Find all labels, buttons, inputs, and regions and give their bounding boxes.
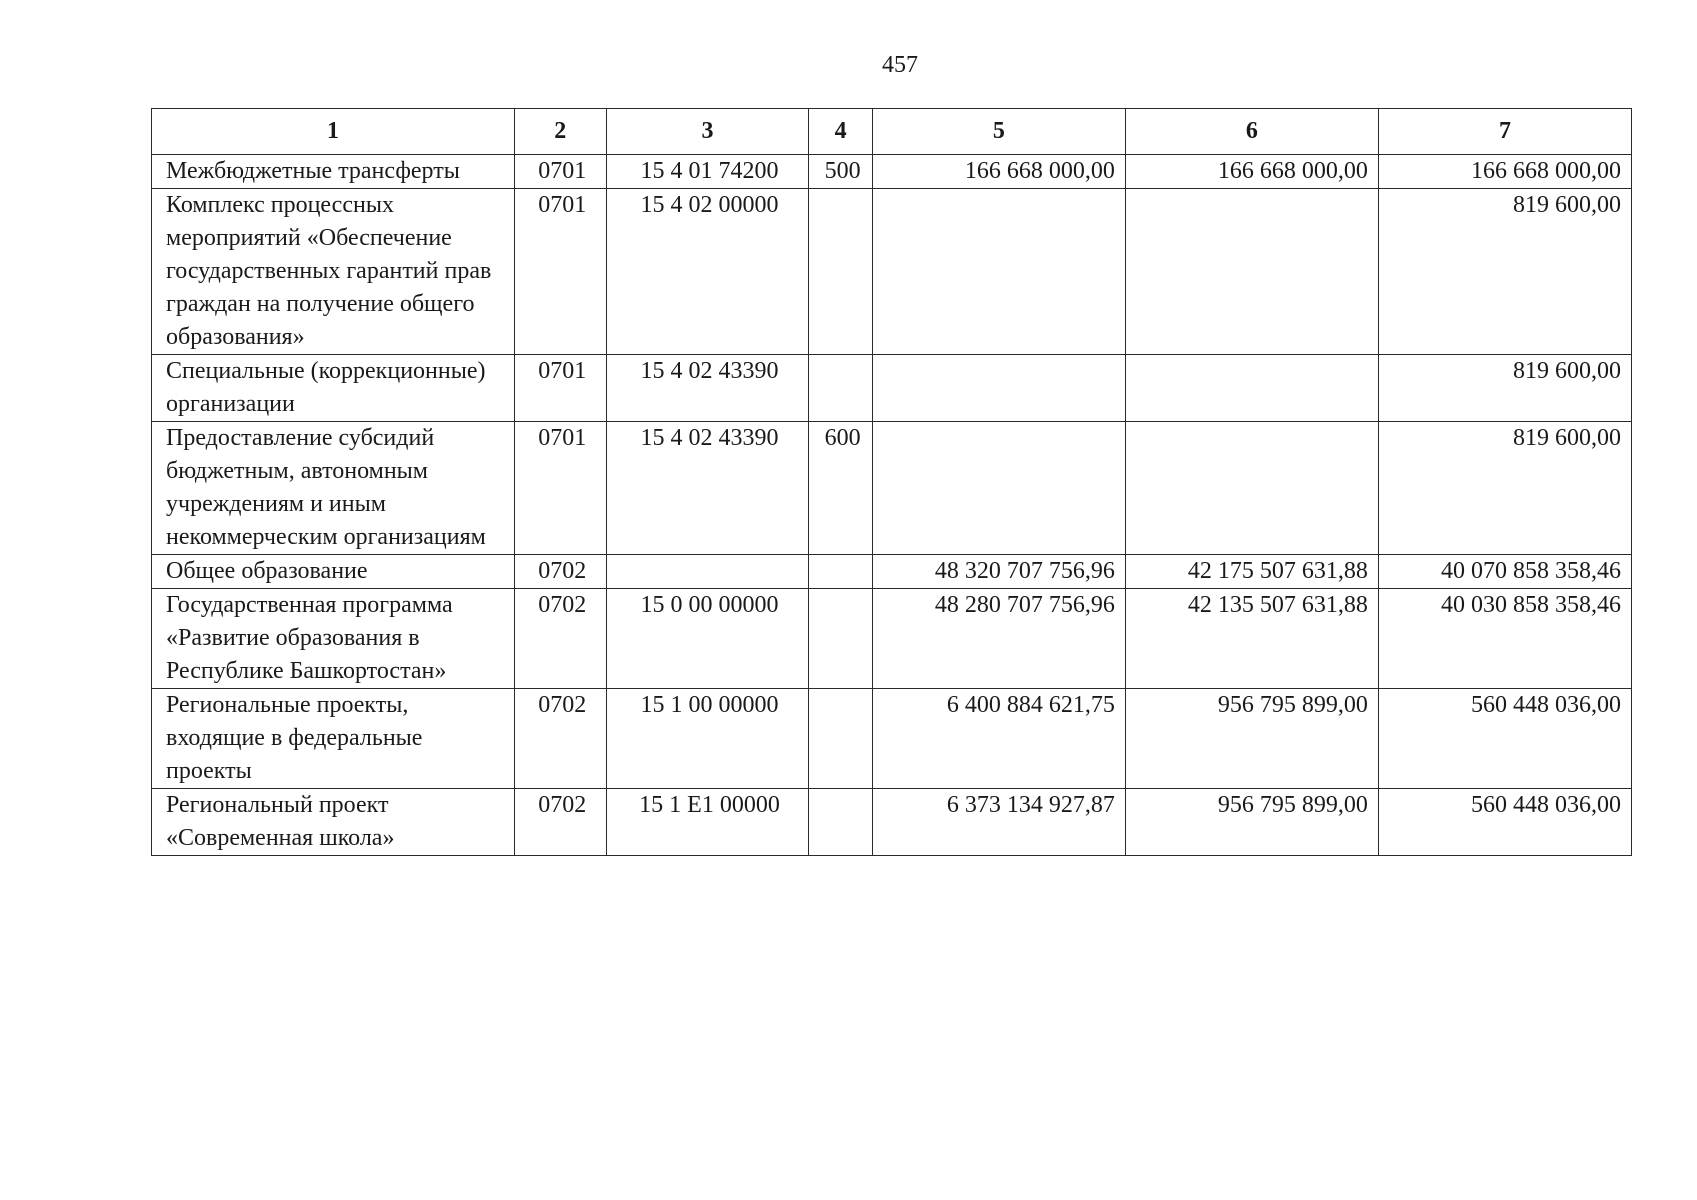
budget-table: [151, 108, 1632, 856]
row-type: [809, 789, 873, 856]
column-header-2: 2: [514, 109, 606, 155]
row-value-5: 48 320 707 756,96: [872, 555, 1125, 589]
row-value-6: 956 795 899,00: [1125, 789, 1378, 856]
row-name: Предоставление субсидий бюджетным, автономным учреждениям и иным некоммерческим организациям: [152, 422, 515, 555]
row-type: [809, 589, 873, 689]
column-header-7: 7: [1378, 109, 1631, 155]
row-value-7: 166 668 000,00: [1378, 155, 1631, 189]
row-value-6: [1125, 422, 1378, 555]
row-value-6: 42 135 507 631,88: [1125, 589, 1378, 689]
row-code: [606, 555, 809, 589]
row-type: 600: [809, 422, 873, 555]
row-value-6: 166 668 000,00: [1125, 155, 1378, 189]
row-name: Общее образование: [152, 555, 515, 589]
row-code: 15 4 02 00000: [606, 189, 809, 355]
row-section: 0701: [514, 355, 606, 422]
row-code: 15 1 00 00000: [606, 689, 809, 789]
row-code: 15 4 02 43390: [606, 355, 809, 422]
row-code: 15 1 E1 00000: [606, 789, 809, 856]
row-value-5: 6 400 884 621,75: [872, 689, 1125, 789]
table-row: [152, 589, 1632, 689]
column-header-5: 5: [872, 109, 1125, 155]
table-row: [152, 789, 1632, 856]
column-header-4: 4: [809, 109, 873, 155]
table-row: [152, 155, 1632, 189]
row-value-6: [1125, 355, 1378, 422]
row-name: Государственная программа «Развитие образования в Республике Башкортостан»: [152, 589, 515, 689]
table-row: [152, 689, 1632, 789]
row-section: 0702: [514, 555, 606, 589]
row-name: Межбюджетные трансферты: [152, 155, 515, 189]
table-row: [152, 189, 1632, 355]
row-value-7: 819 600,00: [1378, 422, 1631, 555]
row-type: [809, 555, 873, 589]
row-section: 0701: [514, 155, 606, 189]
row-name: Региональные проекты, входящие в федеральные проекты: [152, 689, 515, 789]
table-row: [152, 422, 1632, 555]
row-section: 0701: [514, 189, 606, 355]
row-value-7: 560 448 036,00: [1378, 689, 1631, 789]
row-type: 500: [809, 155, 873, 189]
row-name: Специальные (коррекционные) организации: [152, 355, 515, 422]
table-row: [152, 555, 1632, 589]
row-value-7: 560 448 036,00: [1378, 789, 1631, 856]
row-value-6: 956 795 899,00: [1125, 689, 1378, 789]
row-value-7: 40 070 858 358,46: [1378, 555, 1631, 589]
page-number: 457: [882, 52, 918, 78]
row-code: 15 0 00 00000: [606, 589, 809, 689]
row-name: Комплекс процессных мероприятий «Обеспечение государственных гарантий прав граждан на получение общего образования»: [152, 189, 515, 355]
row-type: [809, 689, 873, 789]
table-row: [152, 355, 1632, 422]
header-row: [152, 109, 1632, 155]
row-code: 15 4 01 74200: [606, 155, 809, 189]
row-value-7: 819 600,00: [1378, 189, 1631, 355]
row-value-6: 42 175 507 631,88: [1125, 555, 1378, 589]
row-code: 15 4 02 43390: [606, 422, 809, 555]
row-name: Региональный проект «Современная школа»: [152, 789, 515, 856]
row-section: 0702: [514, 689, 606, 789]
row-type: [809, 355, 873, 422]
row-value-5: [872, 355, 1125, 422]
row-value-5: [872, 422, 1125, 555]
column-header-1: 1: [152, 109, 515, 155]
column-header-6: 6: [1125, 109, 1378, 155]
row-value-7: 40 030 858 358,46: [1378, 589, 1631, 689]
row-value-5: 48 280 707 756,96: [872, 589, 1125, 689]
row-value-5: 166 668 000,00: [872, 155, 1125, 189]
row-section: 0701: [514, 422, 606, 555]
row-value-5: [872, 189, 1125, 355]
column-header-3: 3: [606, 109, 809, 155]
row-section: 0702: [514, 789, 606, 856]
row-section: 0702: [514, 589, 606, 689]
row-type: [809, 189, 873, 355]
row-value-7: 819 600,00: [1378, 355, 1631, 422]
row-value-5: 6 373 134 927,87: [872, 789, 1125, 856]
row-value-6: [1125, 189, 1378, 355]
